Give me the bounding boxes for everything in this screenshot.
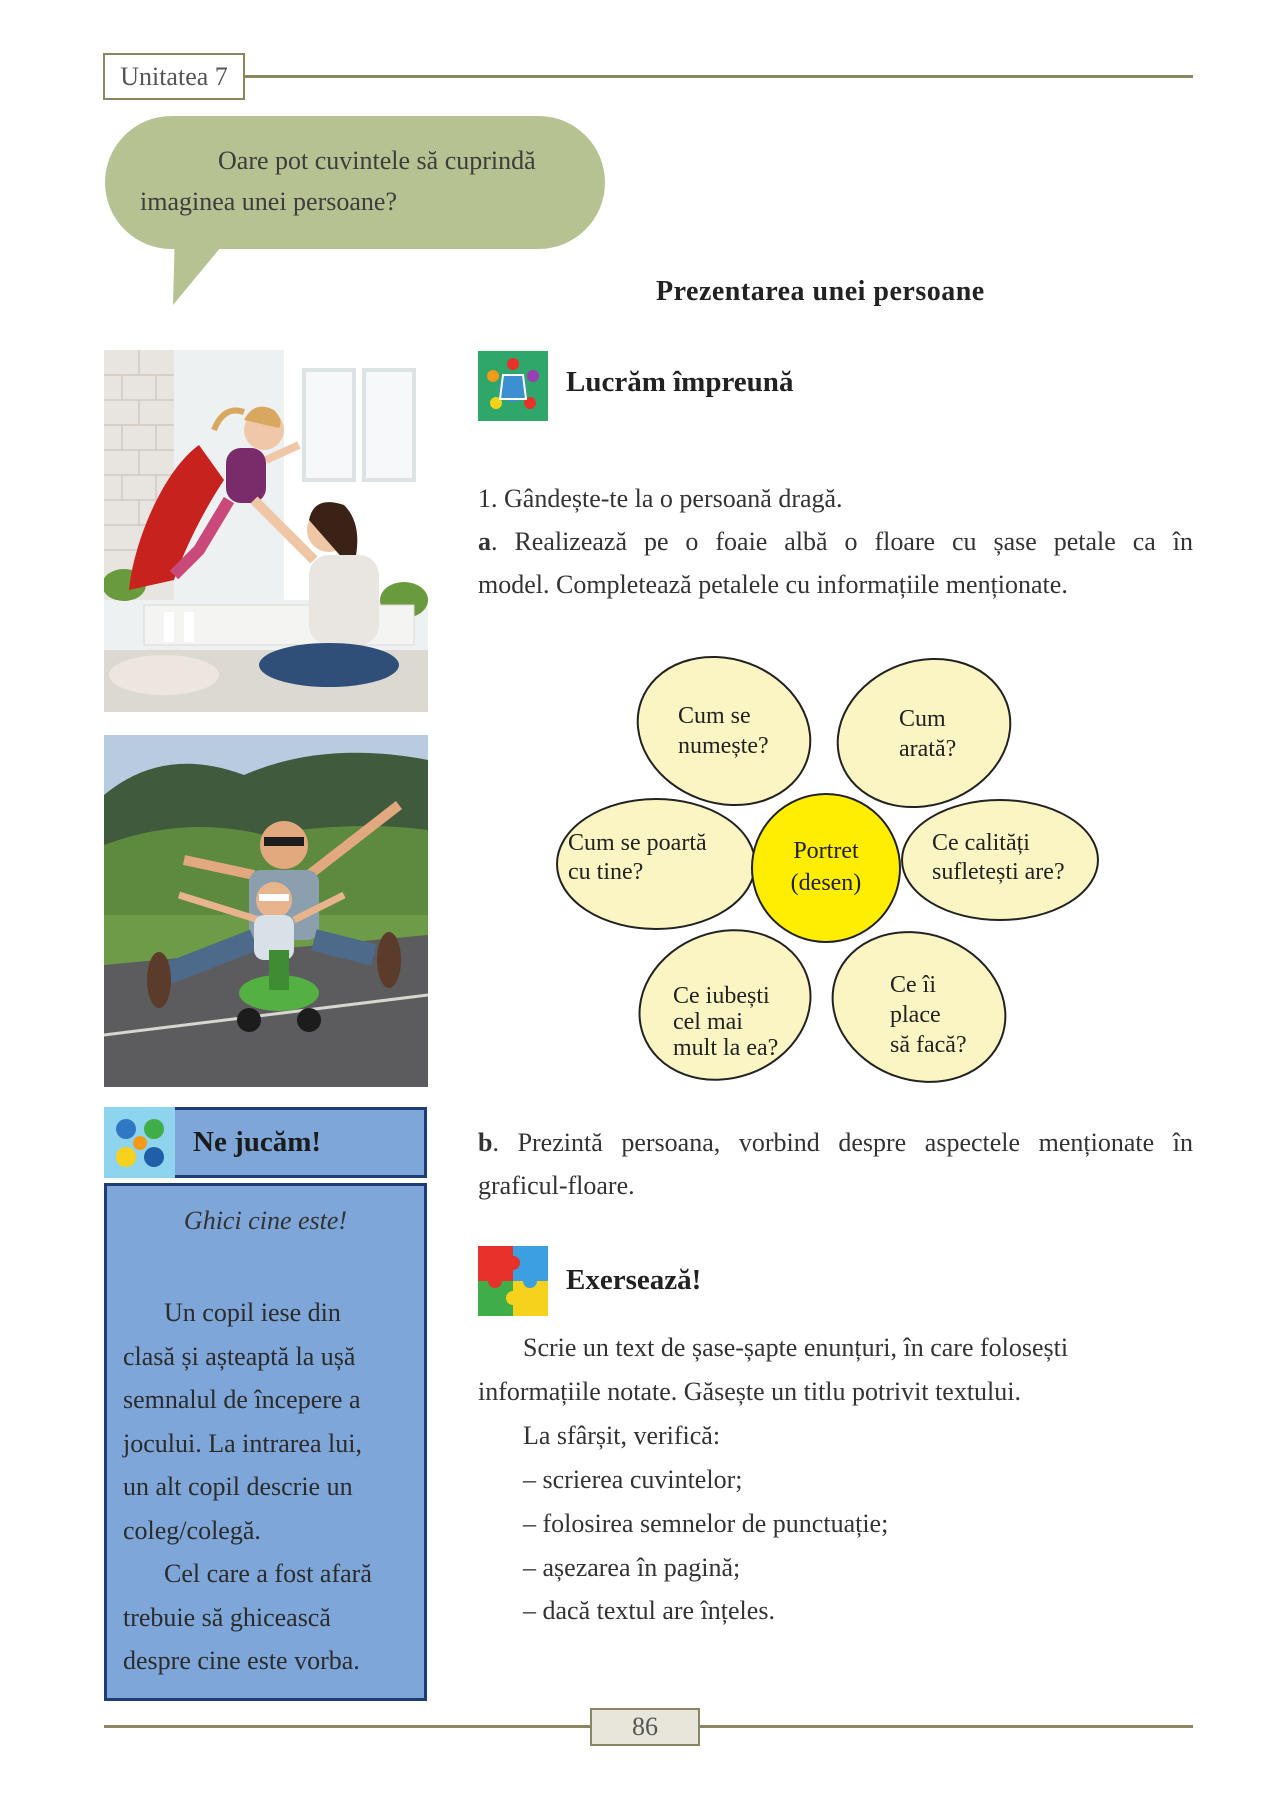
footer-rule-left bbox=[104, 1725, 590, 1728]
photo-father-child bbox=[104, 735, 428, 1087]
flower-center bbox=[752, 794, 900, 942]
task-a-label: a bbox=[478, 527, 491, 556]
photo-mother-child bbox=[104, 350, 428, 712]
svg-text:Ce îi: Ce îi bbox=[890, 972, 936, 998]
task-a-text-1: . Realizează pe o foaie albă o floare cu șase petale ca în bbox=[491, 527, 1193, 556]
game-text bbox=[123, 1291, 413, 1683]
svg-text:Cum se: Cum se bbox=[678, 703, 751, 729]
svg-text:arată?: arată? bbox=[899, 736, 957, 762]
svg-text:Cum se poartă: Cum se poartă bbox=[568, 830, 707, 856]
check-item: – folosirea semnelor de punctuație; bbox=[523, 1509, 889, 1538]
task-b-line-2: graficul-floare. bbox=[478, 1171, 635, 1200]
unit-label: Unitatea 7 bbox=[103, 53, 245, 100]
exercise-title: Exersează! bbox=[566, 1264, 702, 1296]
check-item: – scrierea cuvintelor; bbox=[523, 1465, 743, 1494]
game-line: despre cine este vorba. bbox=[123, 1646, 360, 1675]
svg-text:mult la ea?: mult la ea? bbox=[673, 1035, 779, 1061]
exercise-line-1: Scrie un text de șase-șapte enunțuri, în care folosești bbox=[523, 1333, 1069, 1362]
game-line: un alt copil descrie un bbox=[123, 1472, 353, 1501]
petal-qualities bbox=[902, 800, 1098, 920]
svg-text:Cum: Cum bbox=[899, 706, 946, 732]
section-title: Prezentarea unei persoane bbox=[656, 276, 985, 307]
hands-icon bbox=[104, 1107, 175, 1178]
bubble-line-2: imaginea unei persoane? bbox=[140, 187, 397, 216]
svg-text:sufletești are?: sufletești are? bbox=[932, 859, 1065, 885]
task-b-line-1 bbox=[478, 1121, 1193, 1164]
game-subtitle: Ghici cine este! bbox=[183, 1206, 348, 1235]
check-intro: La sfârșit, verifică: bbox=[523, 1421, 721, 1450]
task-b-text-1: . Prezintă persoana, vorbind despre aspectele menționate în bbox=[492, 1128, 1193, 1157]
svg-text:numește?: numește? bbox=[678, 733, 769, 759]
speech-bubble-tail bbox=[165, 230, 245, 310]
game-line: clasă și așteaptă la ușă bbox=[123, 1341, 356, 1371]
work-together-title: Lucrăm împreună bbox=[566, 366, 794, 398]
task-a-line-2: model. Completează petalele cu informațiile menționate. bbox=[478, 570, 1068, 599]
svg-text:(desen): (desen) bbox=[790, 870, 862, 896]
group-work-icon bbox=[478, 351, 548, 421]
svg-text:place: place bbox=[890, 1002, 941, 1028]
svg-text:cel mai: cel mai bbox=[673, 1009, 743, 1035]
game-line: jocului. La intrarea lui, bbox=[123, 1428, 362, 1458]
svg-text:să facă?: să facă? bbox=[890, 1032, 967, 1058]
flower-diagram bbox=[535, 650, 1115, 1130]
task-b-label: b bbox=[478, 1128, 493, 1157]
page-number: 86 bbox=[590, 1708, 700, 1746]
svg-text:Portret: Portret bbox=[793, 838, 859, 864]
game-line: Cel care a fost afară bbox=[164, 1559, 372, 1588]
svg-text:Ce calități: Ce calități bbox=[932, 830, 1030, 856]
petal-behavior bbox=[557, 799, 755, 929]
game-line: semnalul de începere a bbox=[123, 1385, 361, 1414]
bubble-line-1: Oare pot cuvintele să cuprindă bbox=[218, 146, 536, 175]
footer-rule-right bbox=[700, 1725, 1193, 1728]
game-line: trebuie să ghicească bbox=[123, 1602, 331, 1632]
game-line: coleg/colegă. bbox=[123, 1515, 261, 1545]
header-rule bbox=[245, 75, 1193, 78]
exercise-line-2: informațiile notate. Găsește un titlu potrivit textului. bbox=[478, 1377, 1022, 1406]
svg-text:Ce iubești: Ce iubești bbox=[673, 983, 770, 1009]
check-item: – dacă textul are înțeles. bbox=[523, 1596, 775, 1625]
game-title: Ne jucăm! bbox=[175, 1107, 427, 1178]
svg-text:cu tine?: cu tine? bbox=[568, 859, 644, 885]
check-item: – așezarea în pagină; bbox=[523, 1553, 741, 1582]
task-1: 1. Gândește-te la o persoană dragă. bbox=[478, 484, 843, 513]
speech-bubble-text bbox=[140, 140, 580, 222]
task-a-line-1 bbox=[478, 520, 1193, 563]
puzzle-icon bbox=[478, 1246, 548, 1316]
game-line: Un copil iese din bbox=[164, 1298, 341, 1327]
